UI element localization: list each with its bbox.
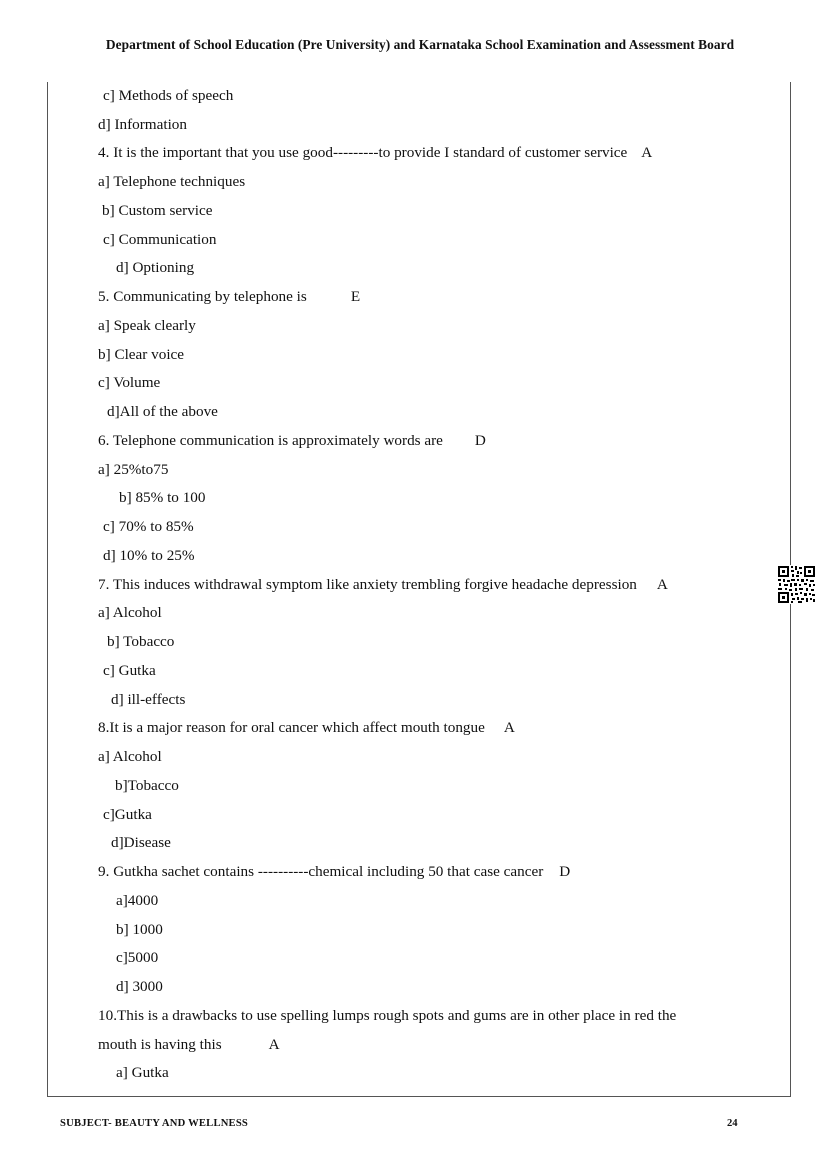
- q9-option-b: b] 1000: [116, 921, 163, 938]
- footer-page-number: 24: [727, 1118, 738, 1129]
- q9-option-d: d] 3000: [116, 978, 163, 995]
- q7-option-b: b] Tobacco: [107, 633, 175, 650]
- q5-option-c: c] Volume: [98, 374, 161, 391]
- q7-option-a: a] Alcohol: [98, 604, 162, 621]
- qr-code-icon: [777, 565, 816, 604]
- question-8-answer: A: [503, 719, 515, 736]
- q6-option-b: b] 85% to 100: [119, 489, 206, 506]
- q10-option-a: a] Gutka: [116, 1064, 169, 1081]
- q6-option-c: c] 70% to 85%: [103, 518, 194, 535]
- q7-option-d: d] ill-effects: [111, 691, 186, 708]
- question-6-text: 6. Telephone communication is approximately words are: [98, 432, 443, 449]
- question-8-text: 8.It is a major reason for oral cancer which affect mouth tongue: [98, 719, 485, 736]
- question-7: [98, 576, 668, 594]
- q5-option-a: a] Speak clearly: [98, 317, 196, 334]
- q4-option-c: c] Communication: [103, 231, 217, 248]
- q5-option-d: d]All of the above: [107, 403, 218, 420]
- question-10-line-1: 10.This is a drawbacks to use spelling lumps rough spots and gums are in other place in red the: [98, 1007, 677, 1024]
- question-10-answer: A: [268, 1036, 280, 1053]
- q9-option-a: a]4000: [116, 892, 159, 909]
- q9-option-c: c]5000: [116, 949, 159, 966]
- q4-option-d: d] Optioning: [116, 259, 195, 276]
- question-5: [98, 288, 360, 306]
- question-10-text: mouth is having this: [98, 1036, 222, 1053]
- option-d-information: d] Information: [98, 116, 187, 133]
- question-6-answer: D: [474, 432, 486, 449]
- footer-subject: SUBJECT- BEAUTY AND WELLNESS: [60, 1118, 249, 1129]
- page-header: Department of School Education (Pre University) and Karnataka School Examination and Assessment Board: [105, 37, 735, 52]
- question-10-line-2: [98, 1036, 280, 1054]
- question-4: [98, 144, 652, 162]
- question-7-answer: A: [656, 576, 668, 593]
- q8-option-c: c]Gutka: [103, 806, 152, 823]
- q6-option-a: a] 25%to75: [98, 461, 169, 478]
- q6-option-d: d] 10% to 25%: [103, 547, 195, 564]
- q8-option-b: b]Tobacco: [115, 777, 179, 794]
- question-4-text: 4. It is the important that you use good---------to provide I standard of customer service: [98, 144, 628, 161]
- question-4-answer: A: [641, 144, 653, 161]
- question-8: [98, 719, 515, 737]
- question-9: [98, 863, 570, 881]
- q5-option-b: b] Clear voice: [98, 346, 185, 363]
- q4-option-a: a] Telephone techniques: [98, 173, 246, 190]
- q7-option-c: c] Gutka: [103, 662, 156, 679]
- q4-option-b: b] Custom service: [102, 202, 213, 219]
- option-c-methods-of-speech: c] Methods of speech: [103, 87, 234, 104]
- q8-option-a: a] Alcohol: [98, 748, 162, 765]
- question-5-text: 5. Communicating by telephone is: [98, 288, 307, 305]
- question-9-answer: D: [559, 863, 571, 880]
- q8-option-d: d]Disease: [111, 834, 171, 851]
- question-7-text: 7. This induces withdrawal symptom like anxiety trembling forgive headache depression: [98, 576, 637, 593]
- question-5-answer: E: [350, 288, 361, 305]
- question-9-text: 9. Gutkha sachet contains ----------chemical including 50 that case cancer: [98, 863, 544, 880]
- question-6: [98, 432, 486, 450]
